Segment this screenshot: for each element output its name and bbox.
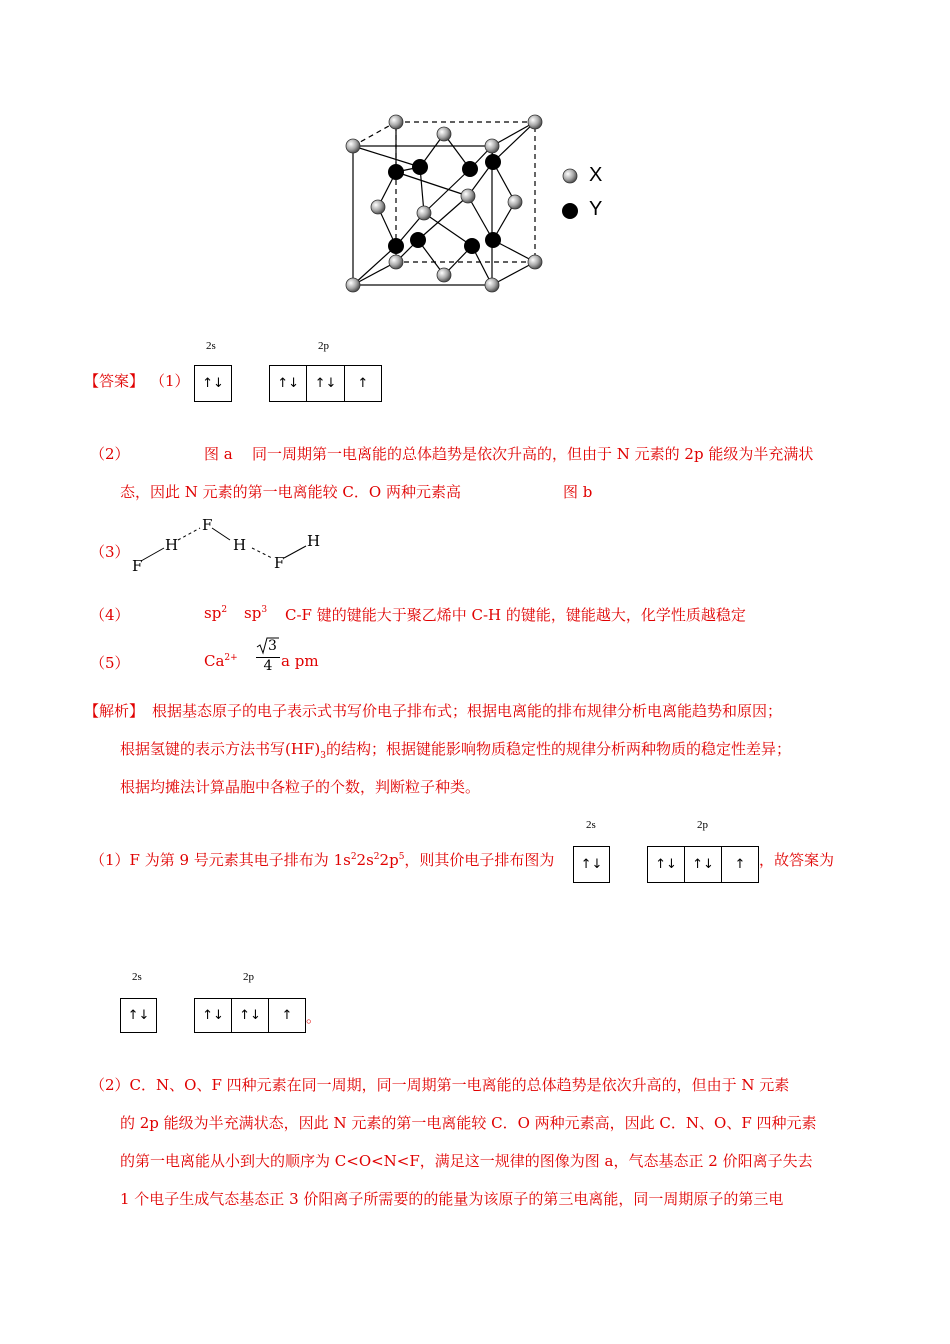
analysis-p1-end: 。 bbox=[306, 1008, 322, 1026]
answer-q1-number: （1） bbox=[150, 372, 190, 390]
orbital-2p-box: ↑↓ bbox=[232, 999, 269, 1032]
orbital-2s-box: ↑↓ bbox=[120, 998, 157, 1033]
orbital-2p-box: ↑↓ bbox=[648, 847, 685, 882]
analysis-line1: 根据基态原子的电子表示式书写价电子排布式；根据电离能的排布规律分析电离能趋势和原因； bbox=[152, 702, 783, 720]
orbital-2p-box: ↑ bbox=[281, 1008, 293, 1023]
legend-y-label: Y bbox=[589, 198, 603, 220]
crystal-structure-figure bbox=[330, 110, 630, 305]
analysis-p2-line4: 1 个电子生成气态基态正 3 价阳离子所需要的的能量为该原子的第三电离能，同一周期原子的第三电 bbox=[120, 1190, 784, 1208]
analysis-line3: 根据均摊法计算晶胞中各粒子的个数，判断粒子种类。 bbox=[120, 778, 481, 796]
answer-q4-text: C-F 键的键能大于聚乙烯中 C-H 的键能，键能越大，化学性质越稳定 bbox=[285, 606, 746, 624]
orbital-2s-label: 2s bbox=[132, 971, 142, 983]
hf-hydrogen-bond-diagram bbox=[128, 512, 328, 576]
answer-q4-sp2: $sp^2$ bbox=[204, 604, 228, 622]
orbital-2p-boxes bbox=[269, 365, 382, 402]
orbital-2p-label: 2p bbox=[243, 971, 254, 983]
answer-q5-number: （5） bbox=[90, 654, 130, 672]
hf-atom: F bbox=[202, 516, 213, 534]
orbital-2p-box: ↑↓ bbox=[195, 999, 232, 1032]
analysis-line2: 根据氢键的表示方法书写$(HF)_3$的结构；根据键能影响物质稳定性的规律分析两种物质的稳定性差异； bbox=[120, 740, 791, 761]
answer-q3-number: （3） bbox=[90, 543, 130, 561]
analysis-p2-line2: 的 2p 能级为半充满状态，因此 N 元素的第一电离能较 C．O 两种元素高，因此 C．N、O、F 四种元素 bbox=[120, 1114, 817, 1132]
analysis-p2-line3: 的第一电离能从小到大的顺序为 C<O<N<F，满足这一规律的图像为图 a，气态基态正 2 价阳离子失去 bbox=[120, 1152, 813, 1170]
orbital-2p-boxes bbox=[647, 846, 759, 883]
analysis-tag: 【解析】 bbox=[84, 702, 145, 720]
orbital-2s-box: ↑↓ bbox=[573, 846, 610, 883]
analysis-p1-suffix: ，故答案为 bbox=[759, 851, 835, 869]
orbital-2s-label: 2s bbox=[206, 340, 216, 352]
answer-q2-text-line1: 同一周期第一电离能的总体趋势是依次升高的，但由于 N 元素的 2p 能级为半充满状 bbox=[252, 445, 814, 463]
analysis-p2-line1: （2）C．N、O、F 四种元素在同一周期，同一周期第一电离能的总体趋势是依次升高的，但由于 N 元素 bbox=[90, 1076, 790, 1094]
answer-q4-sp3: $sp^3$ bbox=[244, 604, 268, 622]
orbital-2p-box: ↑↓ bbox=[270, 366, 307, 401]
orbital-2p-box: ↑ bbox=[357, 376, 369, 391]
orbital-2p-box: ↑↓ bbox=[685, 847, 722, 882]
answer-q5-unit: a pm bbox=[281, 652, 319, 670]
answer-q5-denominator: 4 bbox=[263, 658, 273, 674]
hf-atom: H bbox=[307, 532, 321, 550]
orbital-2p-label: 2p bbox=[697, 819, 708, 831]
hf-atom: H bbox=[233, 536, 247, 554]
answer-q2-text-line2: 态，因此 N 元素的第一电离能较 C．O 两种元素高 bbox=[120, 483, 461, 501]
orbital-2s-label: 2s bbox=[586, 819, 596, 831]
orbital-2p-box: ↑ bbox=[734, 857, 746, 872]
legend-x-label: X bbox=[589, 164, 603, 186]
answer-q5-ion: $Ca^{2+}$ bbox=[204, 652, 238, 670]
answer-tag: 【答案】 bbox=[84, 372, 145, 390]
hf-atom: F bbox=[132, 557, 143, 575]
orbital-2s-box: ↑↓ bbox=[194, 365, 232, 402]
orbital-2p-box: ↑↓ bbox=[307, 366, 344, 401]
orbital-2p-label: 2p bbox=[318, 340, 329, 352]
answer-q2-figure-b: 图 b bbox=[563, 483, 593, 501]
analysis-p1-text: （1）F 为第 9 号元素其电子排布为 $1s^22s^22p^5$，则其价电子排布图为 bbox=[90, 851, 555, 869]
answer-q4-number: （4） bbox=[90, 606, 130, 624]
hf-atom: H bbox=[165, 536, 179, 554]
orbital-2p-boxes bbox=[194, 998, 306, 1033]
answer-q5-fraction bbox=[256, 636, 280, 674]
answer-q2-figure-a: 图 a bbox=[204, 445, 233, 463]
hf-atom: F bbox=[274, 554, 285, 572]
answer-q5-sqrt-value: 3 bbox=[268, 638, 277, 654]
answer-q2-number: （2） bbox=[90, 445, 130, 463]
